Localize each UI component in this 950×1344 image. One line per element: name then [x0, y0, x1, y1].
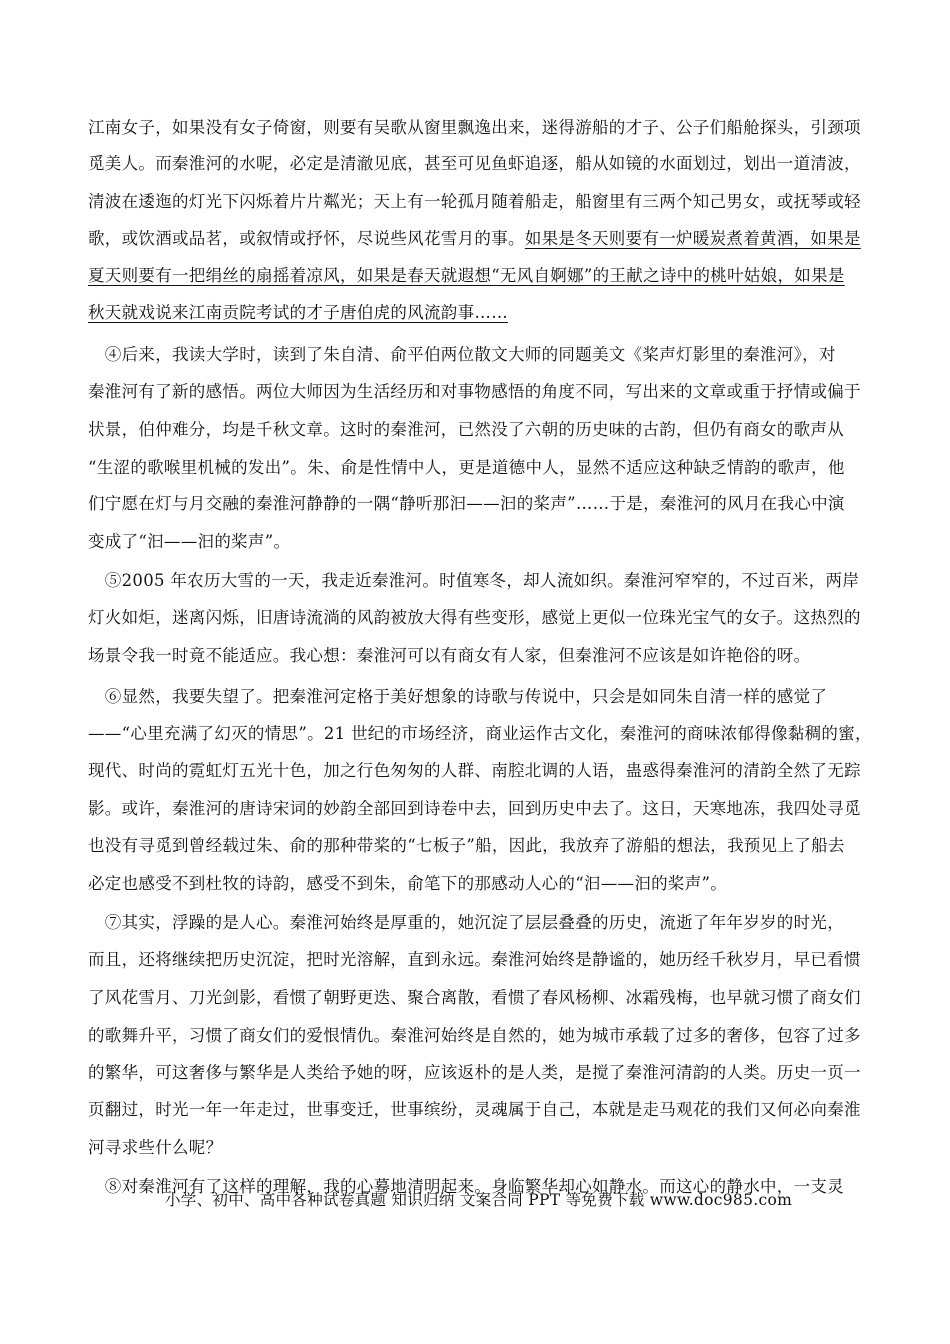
text-segment: 清波在逶迤的灯光下闪烁着片片粼光；天上有一轮孤月随着船走，船窗里有三两个知己男女，或抚琴或轻 [88, 192, 861, 211]
text-line [88, 646, 868, 666]
text-line [88, 458, 868, 478]
text-line [88, 988, 868, 1008]
text-line [88, 494, 868, 514]
text-line [88, 571, 868, 591]
text-line [88, 345, 868, 365]
text-segment: 歌，或饮酒或品茗，或叙情或抒怀，尽说些风花雪月的事。 [88, 229, 525, 248]
text-segment: ④后来，我读大学时，读到了朱自清、俞平伯两位散文大师的同题美文《桨声灯影里的秦淮河》，对 [88, 345, 836, 364]
text-line [88, 1063, 868, 1083]
text-line [88, 1026, 868, 1046]
text-line [88, 303, 868, 323]
text-line [88, 799, 868, 819]
underlined-text: 秋天就戏说来江南贡院考试的才子唐伯虎的风流韵事…… [88, 303, 508, 322]
text-segment: ⑥显然，我要失望了。把秦淮河定格于美好想象的诗歌与传说中，只会是如同朱自清一样的感觉了 [88, 687, 828, 706]
text-line [88, 913, 868, 933]
text-segment: 灯火如炬，迷离闪烁，旧唐诗流淌的风韵被放大得有些变形，感觉上更似一位珠光宝气的女子。这热烈的 [88, 608, 861, 627]
text-segment: ⑤2005 年农历大雪的一天，我走近秦淮河。时值寒冬，却人流如织。秦淮河窄窄的，不过百米，两岸 [88, 571, 860, 590]
text-line [88, 724, 872, 744]
text-line [88, 229, 868, 249]
underlined-text: 如果是冬天则要有一炉暖炭煮着黄酒，如果是 [524, 229, 861, 248]
text-line [88, 1138, 868, 1158]
text-segment: 场景令我一时竟不能适应。我心想：秦淮河可以有商女有人家，但秦淮河不应该是如许艳俗的呀。 [88, 646, 811, 665]
text-segment: ⑧对秦淮河有了这样的理解，我的心蓦地清明起来。身临繁华却心如静水。而这心的静水中，一支灵 [88, 1177, 844, 1196]
text-line [88, 532, 868, 552]
text-segment: 江南女子，如果没有女子倚窗，则要有吴歌从窗里飘逸出来，迷得游船的才子、公子们船舱探头，引颈项 [88, 118, 861, 137]
text-segment: 现代、时尚的霓虹灯五光十色，加之行色匆匆的人群、南腔北调的人语，蛊惑得秦淮河的清韵全然了无踪 [88, 761, 861, 780]
text-segment: 变成了“汩——汩的桨声”。 [88, 532, 291, 551]
text-line [88, 154, 868, 174]
text-segment: 秦淮河有了新的感悟。两位大师因为生活经历和对事物感悟的角度不同，写出来的文章或重于抒情或偏于 [88, 382, 861, 401]
text-line [88, 874, 868, 894]
text-segment: 觅美人。而秦淮河的水呢，必定是清澈见底，甚至可见鱼虾追逐，船从如镜的水面划过，划出一道清波， [88, 154, 861, 173]
text-line [88, 608, 868, 628]
text-line [88, 192, 868, 212]
text-line [88, 836, 868, 856]
text-segment: 页翻过，时光一年一年走过，世事变迁，世事缤纷，灵魂属于自己，本就是走马观花的我们又何必向秦淮 [88, 1100, 861, 1119]
text-segment: 也没有寻觅到曾经载过朱、俞的那种带桨的“七板子”船，因此，我放弃了游船的想法，我预见上了船去 [88, 836, 845, 855]
text-segment: 河寻求些什么呢？ [88, 1138, 223, 1157]
text-line [88, 266, 868, 286]
text-line [88, 420, 868, 440]
text-line [88, 761, 868, 781]
text-segment: 状景，伯仲难分，均是千秋文章。这时的秦淮河，已然没了六朝的历史味的古韵，但仍有商女的歌声从 [88, 420, 844, 439]
text-line [88, 1100, 868, 1120]
underlined-text: 夏天则要有一把绢丝的扇摇着凉风，如果是春天就遐想“无风自婀娜”的王献之诗中的桃叶姑娘，如果是 [88, 266, 845, 285]
text-segment: 必定也感受不到杜牧的诗韵，感受不到朱，俞笔下的那感动人心的“汩——汩的桨声”。 [88, 874, 728, 893]
text-segment: 影。或许，秦淮河的唐诗宋词的妙韵全部回到诗卷中去，回到历史中去了。这日，天寒地冻，我四处寻觅 [88, 799, 861, 818]
text-segment: 而且，还将继续把历史沉淀，把时光溶解，直到永远。秦淮河始终是静谧的，她历经千秋岁月，早已看惯 [88, 950, 861, 969]
text-segment: 了风花雪月、刀光剑影，看惯了朝野更迭、聚合离散，看惯了春风杨柳、冰霜残梅，也早就习惯了商女们 [88, 988, 861, 1007]
text-segment: 们宁愿在灯与月交融的秦淮河静静的一隅“静听那汩——汩的桨声”……于是，秦淮河的风月在我心中演 [88, 494, 845, 513]
footer-text: 小学、初中、高中各种试卷真题 知识归纳 文案合同 PPT 等免费下载 www.doc985.com [165, 1191, 793, 1209]
text-segment: 的歌舞升平，习惯了商女们的爱恨情仇。秦淮河始终是自然的，她为城市承载了过多的奢侈，包容了过多 [88, 1026, 861, 1045]
text-segment: ⑦其实，浮躁的是人心。秦淮河始终是厚重的，她沉淀了层层叠叠的历史，流逝了年年岁岁的时光， [88, 913, 844, 932]
text-line [88, 950, 868, 970]
text-segment: 的繁华，可这奢侈与繁华是人类给予她的呀，应该返朴的是人类，是搅了秦淮河清韵的人类。历史一页一 [88, 1063, 861, 1082]
text-line [88, 687, 868, 707]
text-line [88, 118, 868, 138]
text-segment: “生涩的歌喉里机械的发出”。朱、俞是性情中人，更是道德中人，显然不适应这种缺乏情韵的歌声，他 [88, 458, 845, 477]
text-line [88, 382, 868, 402]
text-segment: ——“心里充满了幻灭的情思”。21 世纪的市场经济，商业运作古文化，秦淮河的商味浓郁得像黏稠的蜜， [88, 724, 872, 743]
